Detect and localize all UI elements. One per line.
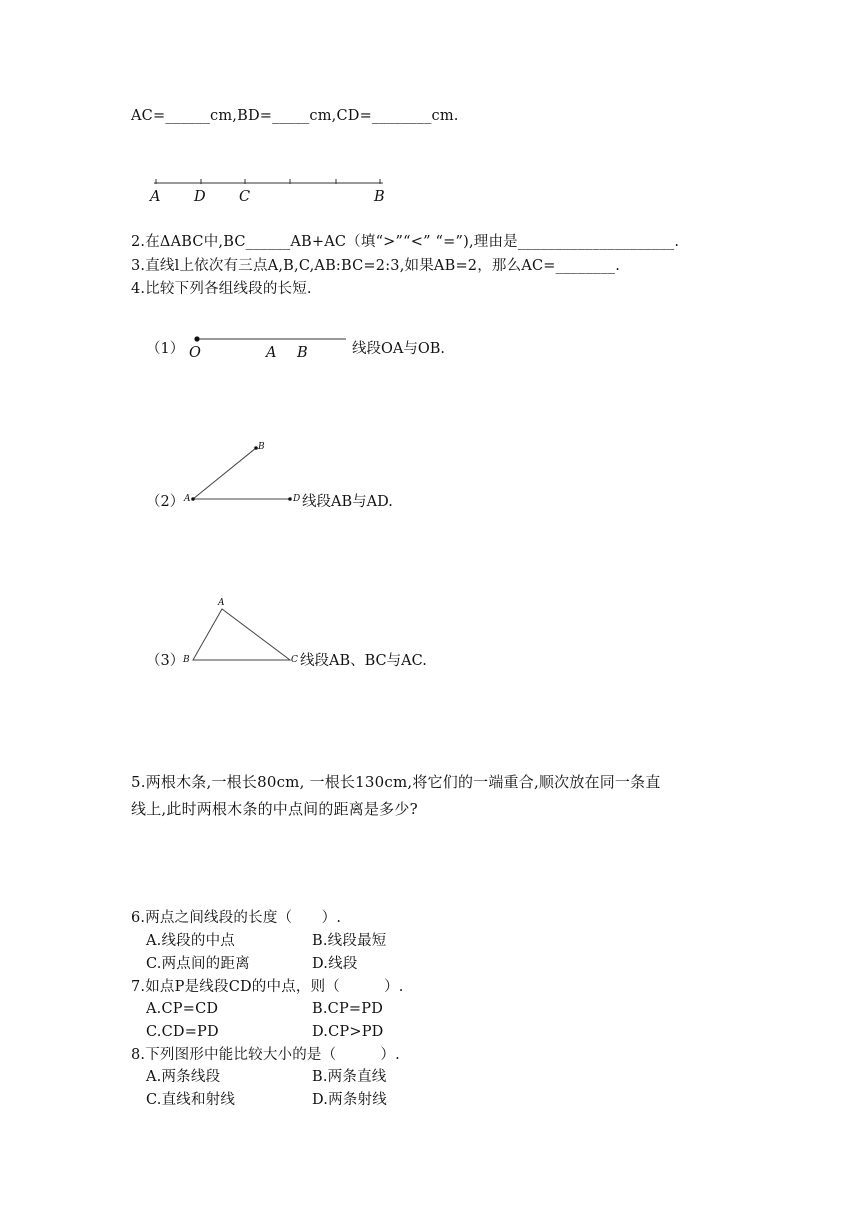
q4-part3-number: （3）: [146, 653, 185, 669]
q4-part1-label-o: O: [189, 345, 201, 361]
q4-part2-label-d: D: [293, 494, 301, 504]
q8-option-d: D.两条射线: [312, 1092, 387, 1108]
q4-part2-label-a: A: [184, 494, 191, 504]
q6-option-c: C.两点间的距离: [146, 956, 250, 972]
q5-line-2: 线上,此时两根木条的中点间的距离是多少?: [131, 800, 418, 818]
q4-part2-label-b: B: [258, 442, 265, 452]
q8-option-a: A.两条线段: [146, 1069, 221, 1085]
q7-option-c: C.CD=PD: [146, 1024, 219, 1040]
q4-part3-label-a: A: [218, 598, 225, 608]
q6-option-d: D.线段: [312, 956, 358, 972]
q1-label-d: D: [194, 189, 206, 205]
q1-label-a: A: [150, 189, 161, 205]
q6-option-a: A.线段的中点: [146, 933, 235, 949]
q4-line: 4.比较下列各组线段的长短.: [131, 281, 312, 297]
q1-label-c: C: [239, 189, 251, 205]
q4-part3-label-b: B: [183, 655, 190, 665]
q7-option-a: A.CP=CD: [146, 1001, 219, 1017]
q4-part3-text: 线段AB、BC与AC.: [300, 653, 427, 669]
q6-stem: 6.两点之间线段的长度（ ）.: [131, 910, 342, 926]
q3-line: 3.直线l上依次有三点A,B,C,AB:BC=2:3,如果AB=2，那么AC=________.: [131, 258, 621, 274]
q4-part1-label-a: A: [266, 345, 277, 361]
q4-part3-label-c: C: [291, 655, 298, 665]
q1-answer-line: AC=______cm,BD=_____cm,CD=________cm.: [131, 108, 459, 124]
q8-option-c: C.直线和射线: [146, 1092, 236, 1108]
q4-part1-number: （1）: [146, 341, 185, 357]
q5-line-1: 5.两根木条,一根长80cm, 一根长130cm,将它们的一端重合,顺次放在同一条直: [131, 773, 661, 791]
q7-stem: 7.如点P是线段CD的中点，则（ ）.: [131, 979, 404, 995]
q4-part2-number: （2）: [146, 494, 185, 510]
q8-option-b: B.两条直线: [312, 1069, 387, 1085]
q1-label-b: B: [374, 189, 385, 205]
q4-part1-text: 线段OA与OB.: [352, 341, 446, 357]
q4-part1-label-b: B: [297, 345, 308, 361]
q4-part3-triangle: [193, 609, 290, 660]
q7-option-d: D.CP>PD: [312, 1024, 384, 1040]
q6-option-b: B.线段最短: [312, 933, 387, 949]
q8-stem: 8.下列图形中能比较大小的是（ ）.: [131, 1047, 400, 1063]
q2-line: 2.在ΔABC中,BC______AB+AC（填“>”“<” “=”),理由是_____________________.: [131, 234, 680, 250]
q7-option-b: B.CP=PD: [312, 1001, 384, 1017]
q4-part2-text: 线段AB与AD.: [302, 494, 393, 510]
